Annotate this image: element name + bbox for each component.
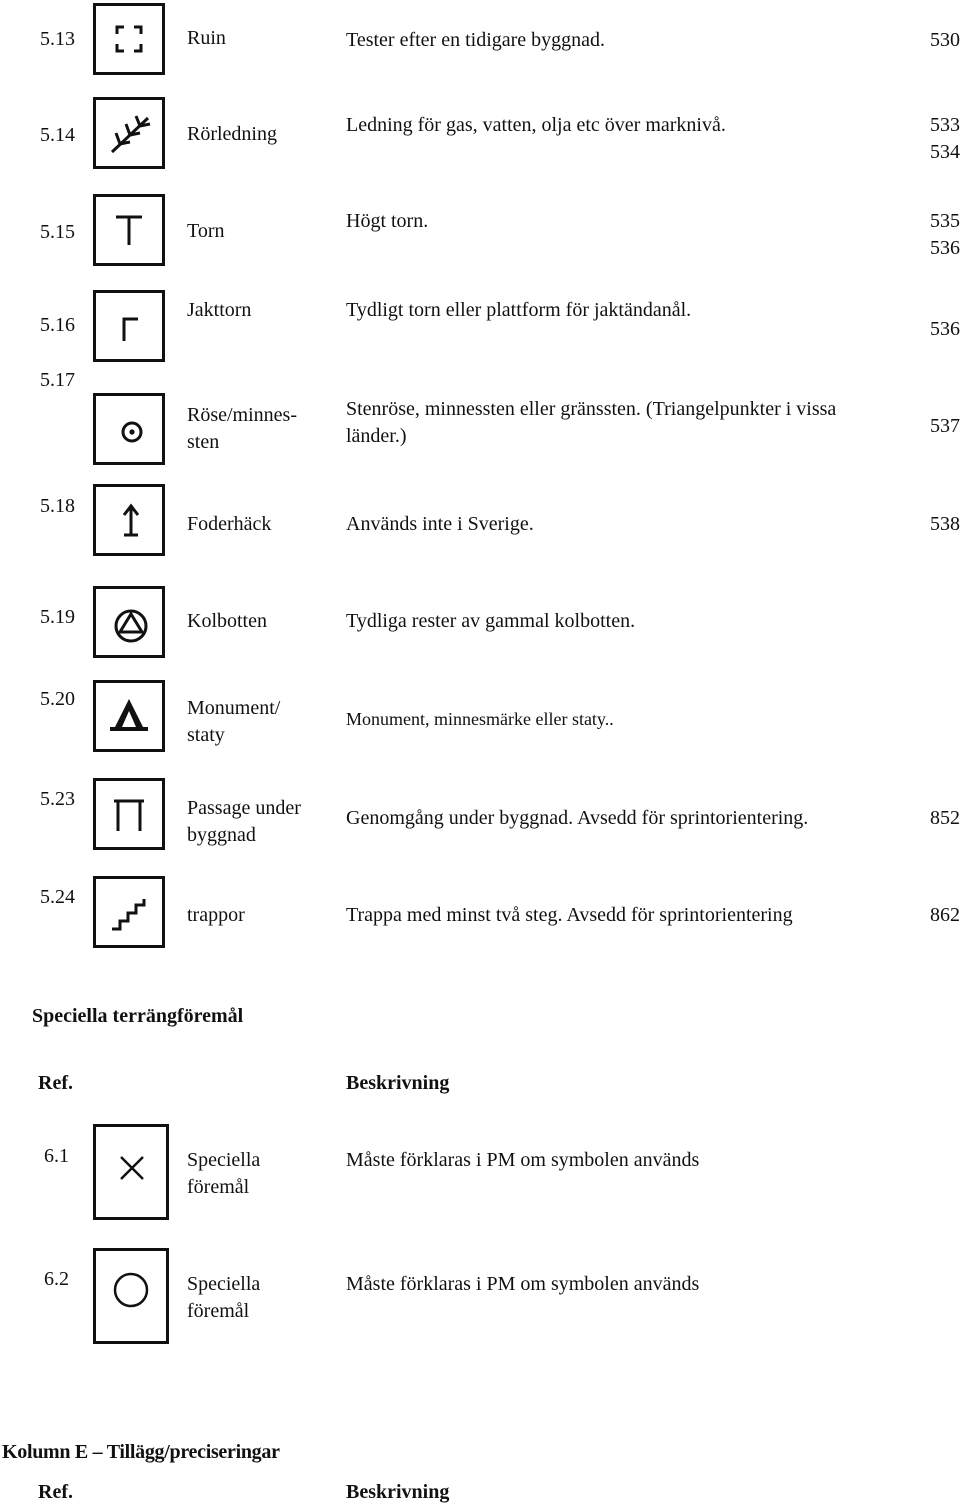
description-column-header: Beskrivning — [346, 1481, 450, 1503]
symbol-name: Rörledning — [187, 123, 277, 145]
ref-number: 5.23 — [40, 788, 75, 810]
ref-number: 6.2 — [44, 1268, 69, 1290]
symbol-description: Måste förklaras i PM om symbolen används — [346, 1273, 700, 1295]
symbol-name: Passage under byggnad — [187, 797, 301, 846]
symbol-description: Monument, minnesmärke eller staty.. — [346, 709, 614, 729]
monument-icon — [93, 680, 165, 752]
symbol-code: 852 — [930, 807, 960, 829]
stairs-icon — [93, 876, 165, 948]
symbol-description: Högt torn. — [346, 210, 429, 232]
symbol-code: 535 536 — [930, 210, 960, 259]
symbol-code: 533 534 — [930, 114, 960, 163]
symbol-description: Stenröse, minnessten eller gränssten. (Triangelpunkter i vissa länder.) — [346, 398, 837, 447]
symbol-name: Speciella föremål — [187, 1149, 261, 1198]
ref-number: 5.13 — [40, 28, 75, 50]
ref-number: 5.19 — [40, 606, 75, 628]
pipeline-icon — [93, 97, 165, 169]
hunting-tower-icon — [93, 290, 165, 362]
symbol-name: trappor — [187, 904, 245, 926]
section-title: Kolumn E – Tillägg/preciseringar — [2, 1441, 280, 1463]
section-title: Speciella terrängföremål — [32, 1005, 244, 1027]
symbol-description: Tydligt torn eller plattform för jaktändanål. — [346, 299, 692, 321]
symbol-description: Ledning för gas, vatten, olja etc över marknivå. — [346, 114, 726, 136]
symbol-name: Monument/ staty — [187, 697, 281, 746]
symbol-description: Tydliga rester av gammal kolbotten. — [346, 610, 636, 632]
symbol-code: 538 — [930, 513, 960, 535]
symbol-description: Trappa med minst två steg. Avsedd för sprintorientering — [346, 904, 793, 926]
charcoal-pit-icon — [93, 586, 165, 658]
symbol-code: 530 — [930, 29, 960, 51]
symbol-name: Foderhäck — [187, 513, 272, 535]
ref-number: 5.18 — [40, 495, 75, 517]
symbol-name: Ruin — [187, 27, 226, 49]
cross-icon — [93, 1124, 169, 1220]
symbol-name: Jakttorn — [187, 299, 252, 321]
ref-number: 5.24 — [40, 886, 75, 908]
ref-number: 5.14 — [40, 124, 75, 146]
fodder-rack-icon — [93, 484, 165, 556]
cairn-icon — [93, 393, 165, 465]
ruin-icon — [93, 3, 165, 75]
symbol-code: 862 — [930, 904, 960, 926]
symbol-description: Tester efter en tidigare byggnad. — [346, 29, 606, 51]
symbol-description: Måste förklaras i PM om symbolen används — [346, 1149, 700, 1171]
ref-number: 5.15 — [40, 221, 75, 243]
ref-column-header: Ref. — [38, 1072, 73, 1094]
description-column-header: Beskrivning — [346, 1072, 450, 1094]
tower-icon — [93, 194, 165, 266]
passage-icon — [93, 778, 165, 850]
symbol-code: 536 — [930, 318, 960, 340]
symbol-name: Speciella föremål — [187, 1273, 261, 1322]
symbol-name: Röse/minnes- sten — [187, 404, 297, 453]
symbol-code: 537 — [930, 415, 960, 437]
ref-number: 6.1 — [44, 1145, 69, 1167]
symbol-name: Torn — [187, 220, 225, 242]
symbol-description: Genomgång under byggnad. Avsedd för sprintorientering. — [346, 807, 809, 829]
symbol-name: Kolbotten — [187, 610, 267, 632]
circle-icon — [93, 1248, 169, 1344]
ref-number: 5.17 — [40, 369, 75, 391]
ref-column-header: Ref. — [38, 1481, 73, 1503]
symbol-description: Används inte i Sverige. — [346, 513, 534, 535]
ref-number: 5.20 — [40, 688, 75, 710]
ref-number: 5.16 — [40, 314, 75, 336]
